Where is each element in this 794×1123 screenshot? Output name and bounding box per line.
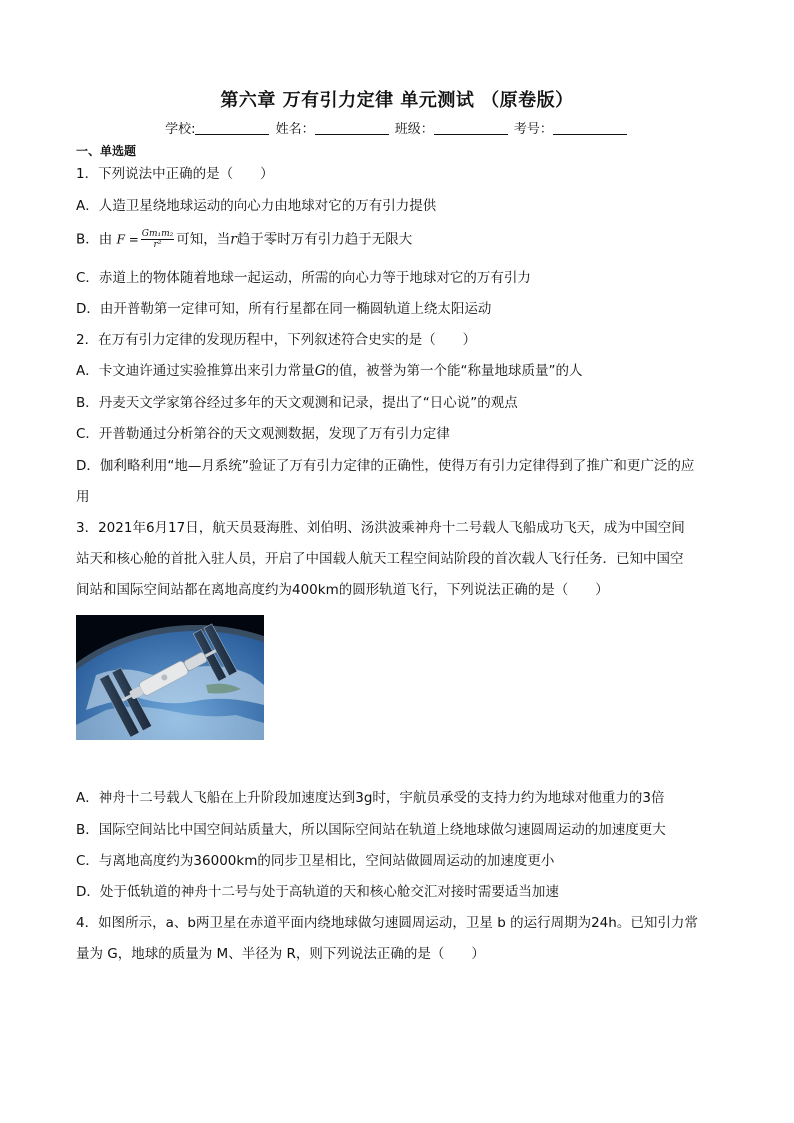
- class-blank[interactable]: [434, 122, 508, 135]
- q1-b-suffix: 趋于零时万有引力趋于无限大: [236, 231, 413, 248]
- q1-b-formula-numerator: Gm₁m₂: [141, 229, 174, 239]
- q1-b-formula-fraction: [141, 229, 174, 250]
- q1-b-var: r: [230, 231, 237, 248]
- q1-option-c: C．赤道上的物体随着地球一起运动，所需的向心力等于地球对它的万有引力: [76, 270, 531, 286]
- q3-option-c: C．与离地高度约为36000km的同步卫星相比，空间站做圆周运动的加速度更小: [76, 853, 555, 869]
- exam-no-blank[interactable]: [553, 122, 627, 135]
- q1-stem: 1．下列说法中正确的是（ ）: [76, 166, 274, 182]
- q1-b-mid: 可知，当: [176, 231, 231, 248]
- student-info-line: [0, 118, 794, 137]
- exam-no-label: 考号：: [513, 122, 553, 137]
- school-label: 学校:: [165, 122, 196, 137]
- q3-option-b: B．国际空间站比中国空间站质量大，所以国际空间站在轨道上绕地球做匀速圆周运动的加速度更大: [76, 822, 666, 838]
- q4-stem-line1: 4．如图所示，a、b两卫星在赤道平面内绕地球做匀速圆周运动，卫星 b 的运行周期为24h。已知引力常: [76, 915, 698, 931]
- name-blank[interactable]: [315, 122, 389, 135]
- space-station-photo: [76, 615, 264, 740]
- q2-a-post: 的值，被誉为第一个能“称量地球质量”的人: [325, 363, 583, 379]
- page-title: 第六章 万有引力定律 单元测试 （原卷版）: [220, 90, 574, 111]
- section-title: 一、单选题: [76, 144, 137, 158]
- q1-b-formula-lhs: F =: [116, 232, 139, 247]
- q2-a-pre: A．卡文迪许通过实验推算出来引力常量: [76, 363, 315, 379]
- q3-stem-line2: 站天和核心舱的首批入驻人员，开启了中国载人航天工程空间站阶段的首次载人飞行任务．已知中国空: [76, 551, 684, 567]
- school-blank[interactable]: [195, 122, 269, 135]
- q1-option-a: A．人造卫星绕地球运动的向心力由地球对它的万有引力提供: [76, 198, 437, 214]
- q3-stem-line3: 间站和国际空间站都在离地高度约为400km的圆形轨道飞行，下列说法正确的是（ ）: [76, 582, 609, 598]
- q2-stem: 2．在万有引力定律的发现历程中，下列叙述符合史实的是（ ）: [76, 332, 477, 348]
- q1-b-formula-denominator: r²: [153, 240, 162, 250]
- q2-option-a: [76, 361, 583, 381]
- q1-b-prefix: B．由: [76, 231, 113, 248]
- q1-option-b: [76, 229, 412, 250]
- q1-option-d: D．由开普勒第一定律可知，所有行星都在同一椭圆轨道上绕太阳运动: [76, 301, 492, 317]
- q3-stem-line1: 3．2021年6月17日，航天员聂海胜、刘伯明、汤洪波乘神舟十二号载人飞船成功飞天，成为中国空间: [76, 520, 685, 536]
- q3-option-d: D．处于低轨道的神舟十二号与处于高轨道的天和核心舱交汇对接时需要适当加速: [76, 884, 559, 900]
- q2-a-var: G: [314, 363, 326, 379]
- q2-option-c: C．开普勒通过分析第谷的天文观测数据，发现了万有引力定律: [76, 426, 450, 442]
- q2-option-d-line1: D．伽利略利用“地—月系统”验证了万有引力定律的正确性，使得万有引力定律得到了推广和更广泛的应: [76, 458, 695, 474]
- class-label: 班级：: [394, 122, 434, 137]
- q2-option-d-line2: 用: [76, 489, 90, 505]
- q2-option-b: B．丹麦天文学家第谷经过多年的天文观测和记录，提出了“日心说”的观点: [76, 395, 518, 411]
- q3-option-a: A．神舟十二号载人飞船在上升阶段加速度达到3g时，宇航员承受的支持力约为地球对他重力的3倍: [76, 790, 665, 806]
- q4-stem-line2: 量为 G，地球的质量为 M、半径为 R，则下列说法正确的是（ ）: [76, 946, 485, 962]
- name-label: 姓名：: [275, 122, 315, 137]
